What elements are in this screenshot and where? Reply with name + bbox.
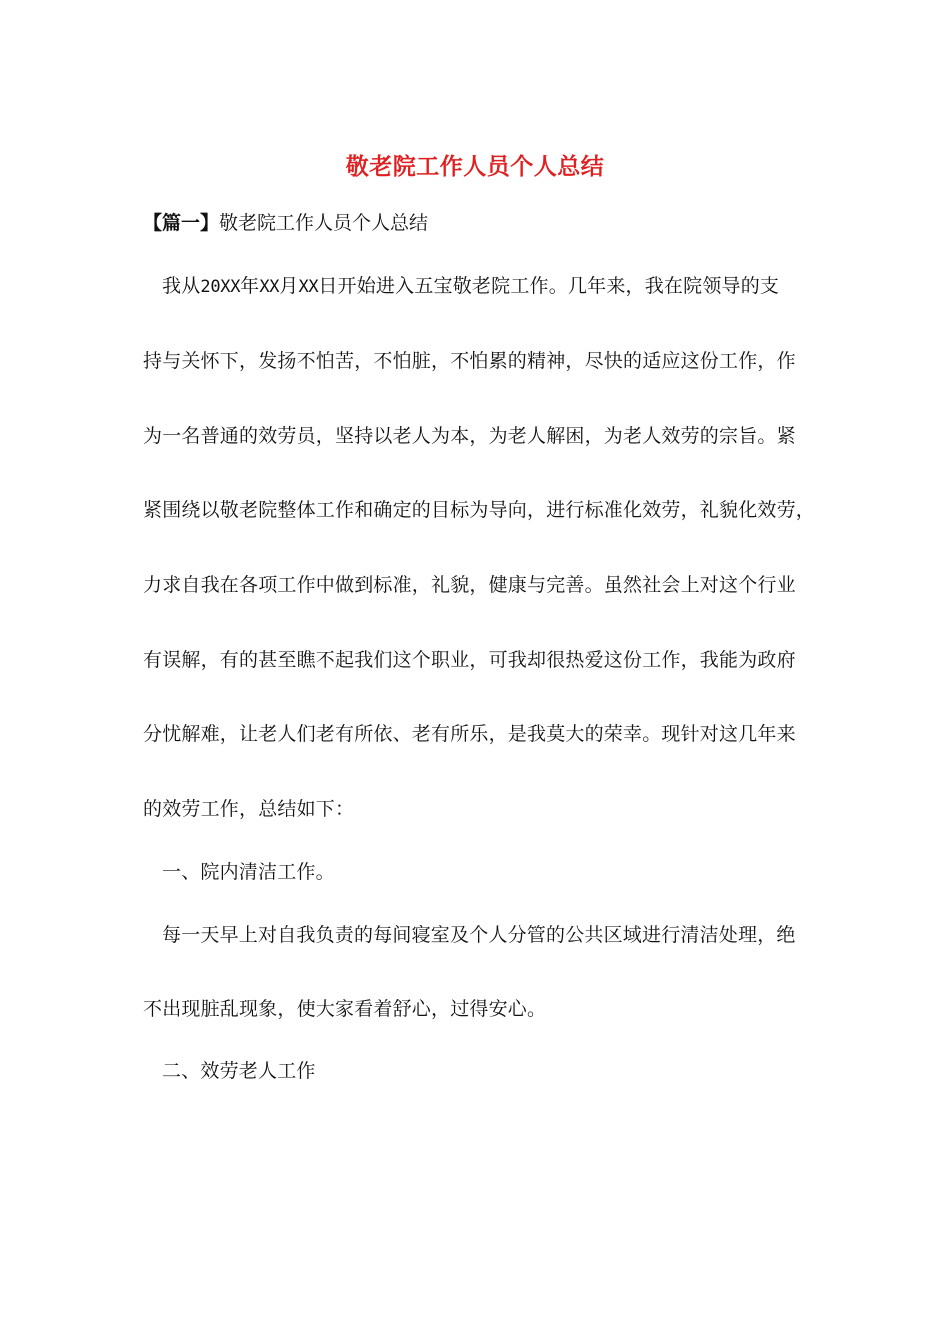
intro-rest: 日开始进入五宝敬老院工作。几年来，我在院领导的支 [318, 275, 780, 297]
paragraph-line: 持与关怀下，发扬不怕苦，不怕脏，不怕累的精神，尽快的适应这份工作，作 [143, 350, 796, 372]
paragraph-line: 为一名普通的效劳员，坚持以老人为本，为老人解困，为老人效劳的宗旨。紧 [143, 425, 796, 447]
intro-month: XX [259, 277, 280, 297]
paragraph-line: 的效劳工作，总结如下： [143, 798, 355, 820]
section-title: 敬老院工作人员个人总结 [219, 212, 429, 234]
section-subheading: 一、院内清洁工作。 [162, 861, 335, 883]
paragraph-line: 有误解，有的甚至瞧不起我们这个职业，可我却很热爱这份工作，我能为政府 [143, 649, 796, 671]
paragraph-line: 不出现脏乱现象，使大家看着舒心，过得安心。 [143, 998, 547, 1020]
section-heading [143, 208, 428, 238]
intro-month-unit: 月 [279, 275, 299, 297]
paragraph-line: 每一天早上对自我负责的每间寝室及个人分管的公共区域进行清洁处理，绝 [162, 924, 796, 946]
paragraph-line: 分忧解难，让老人们老有所依、老有所乐，是我莫大的荣幸。现针对这几年来 [143, 723, 796, 745]
paragraph-line: 力求自我在各项工作中做到标准，礼貌，健康与完善。虽然社会上对这个行业 [143, 574, 796, 596]
paragraph-line: 紧围绕以敬老院整体工作和确定的目标为导向，进行标准化效劳，礼貌化效劳， [143, 499, 816, 521]
intro-year-unit: 年 [240, 275, 260, 297]
document-title: 敬老院工作人员个人总结 [345, 153, 605, 180]
section-subheading: 二、效劳老人工作 [162, 1060, 316, 1082]
section-label: 【篇一】 [143, 212, 220, 234]
paragraph-line [162, 271, 842, 302]
intro-prefix: 我从 [162, 275, 201, 297]
intro-year: 20XX [200, 277, 241, 297]
intro-day: XX [298, 277, 319, 297]
